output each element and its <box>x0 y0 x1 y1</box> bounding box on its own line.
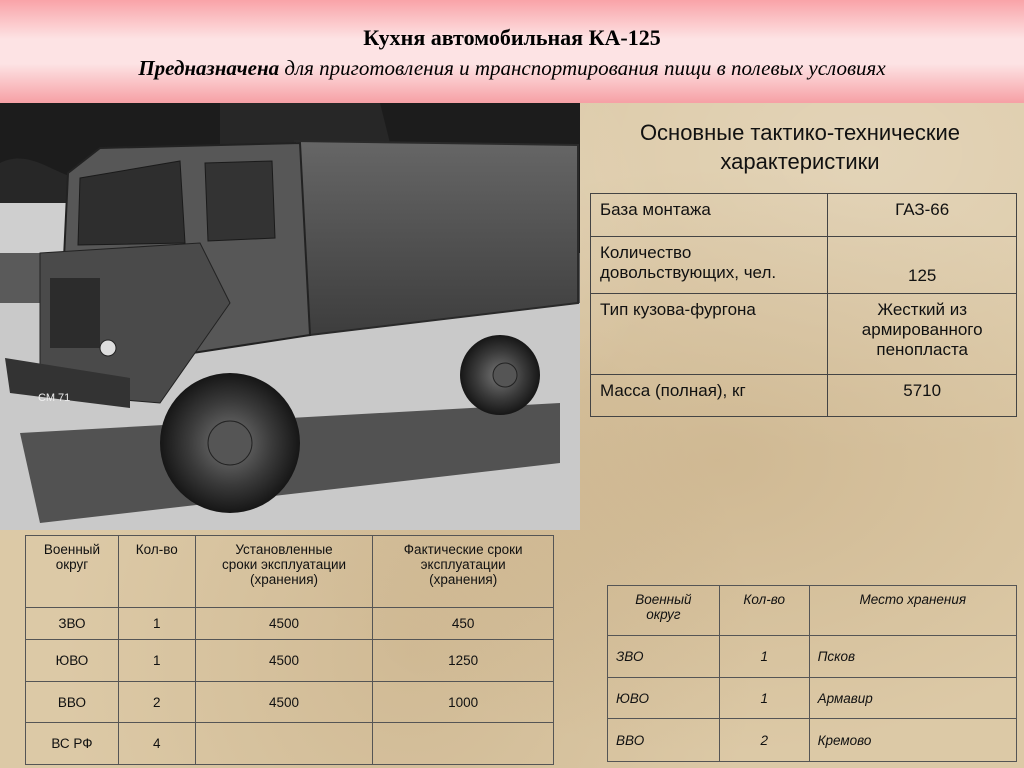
header-line: (хранения) <box>250 572 319 587</box>
table-header-row <box>26 536 554 608</box>
truck-photo <box>0 103 580 530</box>
specs-value <box>828 237 1017 294</box>
header-qty: Кол-во <box>118 536 195 608</box>
page-title: Кухня автомобильная КА-125 <box>363 25 661 50</box>
cell-actual: 450 <box>373 608 554 640</box>
specs-heading <box>590 118 1010 176</box>
specs-value-line: армированного <box>861 320 983 339</box>
cell-qty: 4 <box>118 723 195 765</box>
specs-label-line: довольствующих, чел. <box>600 263 777 282</box>
header-place: Место хранения <box>809 586 1016 636</box>
specs-table <box>590 193 1017 417</box>
front-hub <box>208 421 252 465</box>
header-line: округ <box>55 557 89 572</box>
cell-district: ЗВО <box>26 608 119 640</box>
specs-label <box>591 237 828 294</box>
header-line: округ <box>646 607 681 622</box>
header-line: Фактические сроки <box>403 542 523 557</box>
grille <box>50 278 100 348</box>
license-plate: СМ 71 <box>38 392 71 404</box>
cell-actual <box>373 723 554 765</box>
specs-row <box>591 375 1017 417</box>
cell-qty: 1 <box>118 640 195 682</box>
header-line: (хранения) <box>429 572 498 587</box>
headlight <box>100 340 116 356</box>
table-row <box>608 678 1017 719</box>
cell-district: ЮВО <box>26 640 119 682</box>
cell-place: Армавир <box>809 678 1016 719</box>
specs-row <box>591 237 1017 294</box>
table-row <box>26 640 554 682</box>
table-header-row <box>608 586 1017 636</box>
table-row <box>26 608 554 640</box>
cell-place: Псков <box>809 636 1016 678</box>
specs-label: База монтажа <box>591 194 828 237</box>
specs-label: Тип кузова-фургона <box>591 294 828 375</box>
title-banner <box>0 0 1024 103</box>
header-line: Военный <box>43 542 101 557</box>
specs-row <box>591 194 1017 237</box>
page-subtitle <box>0 56 1024 81</box>
header-line: Военный <box>635 592 692 607</box>
specs-value: ГАЗ-66 <box>828 194 1017 237</box>
header-district <box>26 536 119 608</box>
cell-place: Кремово <box>809 719 1016 762</box>
specs-value-line: Жесткий из <box>877 300 968 319</box>
specs-label: Масса (полная), кг <box>591 375 828 417</box>
table-row <box>608 636 1017 678</box>
cell-district: ВС РФ <box>26 723 119 765</box>
cell-qty: 1 <box>719 636 809 678</box>
table-row <box>608 719 1017 762</box>
storage-table <box>607 585 1017 762</box>
table-row <box>26 723 554 765</box>
header-set-terms <box>195 536 373 608</box>
header-district <box>608 586 720 636</box>
subtitle-rest: для приготовления и транспортирования пищи в полевых условиях <box>279 56 886 80</box>
door-window <box>205 161 275 241</box>
cell-actual: 1000 <box>373 682 554 723</box>
cell-set: 4500 <box>195 682 373 723</box>
specs-value-line: пенопласта <box>876 340 968 359</box>
header-actual-terms <box>373 536 554 608</box>
cell-set: 4500 <box>195 608 373 640</box>
cell-qty: 2 <box>118 682 195 723</box>
specs-value-text: 125 <box>908 266 937 285</box>
specs-row <box>591 294 1017 375</box>
cell-set: 4500 <box>195 640 373 682</box>
specs-label-line: Количество <box>600 243 692 262</box>
specs-value: 5710 <box>828 375 1017 417</box>
header-line: эксплуатации <box>420 557 506 572</box>
header-line: сроки эксплуатации <box>222 557 347 572</box>
van-box <box>295 141 578 335</box>
header-line: Установленные <box>235 542 333 557</box>
cell-qty: 1 <box>118 608 195 640</box>
distribution-table <box>25 535 554 765</box>
subtitle-bold: Предназначена <box>138 56 280 80</box>
cell-district: ЗВО <box>608 636 720 678</box>
cell-qty: 2 <box>719 719 809 762</box>
specs-heading-line2: характеристики <box>720 149 880 174</box>
specs-heading-line1: Основные тактико-технические <box>639 120 961 145</box>
table-row <box>26 682 554 723</box>
cell-district: ВВО <box>608 719 720 762</box>
cell-actual: 1250 <box>373 640 554 682</box>
specs-value <box>828 294 1017 375</box>
cell-district: ЮВО <box>608 678 720 719</box>
cell-qty: 1 <box>719 678 809 719</box>
cell-district: ВВО <box>26 682 119 723</box>
cell-set <box>195 723 373 765</box>
rear-hub <box>493 363 517 387</box>
header-qty: Кол-во <box>719 586 809 636</box>
